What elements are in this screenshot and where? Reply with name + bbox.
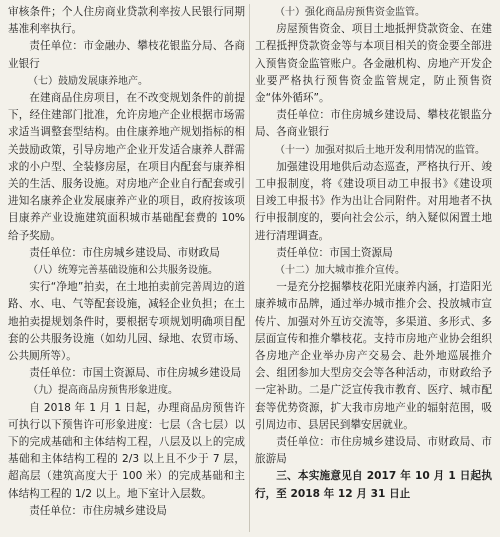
paragraph-continuation: 审核条件；个人住房商业贷款利率按人民银行同期基准利率执行。 bbox=[8, 6, 245, 36]
column-divider bbox=[249, 4, 250, 532]
left-column bbox=[8, 4, 245, 520]
responsible-units: 责任单位：市金融办、攀枝花银监分局、各商业银行 bbox=[8, 40, 245, 70]
section-heading-7: （七）鼓励发展康养地产。 bbox=[28, 75, 148, 87]
responsible-units: 责任单位：市住房城乡建设局、攀枝花银监分局、各商业银行 bbox=[255, 109, 492, 139]
body-paragraph: 房屋预售资金、项目土地抵押贷款资金、在建工程抵押贷款资金等与本项目相关的资金要全部进入预售资金监管账户。各金融机构、房地产开发企业要严格执行预售资金监管规定，防止预售资金“体外循环”。 bbox=[255, 23, 492, 105]
responsible-units: 责任单位：市国土资源局 bbox=[276, 246, 393, 259]
body-paragraph: 一是充分挖掘攀枝花阳光康养内涵，打造阳光康养城市品牌，通过举办城市推介会、投放城市宣传片、加强对外互访交流等，多渠道、多形式、多层面宣传和推介攀枝花。支持市房地产业协会组织各房地产企业举办房产交易会、赴外地巡展推介会、组团参加大型房交会等各种活动，市财政给予一定补助。二是广泛宣传我市教育、医疗、城市配套等优势资源，扩大我市房地产业的辐射范围，吸引周边市、县居民到攀安居就业。 bbox=[255, 281, 492, 431]
responsible-units: 责任单位：市住房城乡建设局、市财政局 bbox=[29, 246, 220, 259]
section-heading-11: （十一）加强对拟后土地开发利用情况的监管。 bbox=[275, 144, 485, 156]
body-paragraph: 实行“净地”拍卖，在土地拍卖前完善周边的道路、水、电、气等配套设施，减轻企业负担；在土地拍卖提规划条件时，要根据专项规划明确项目配套的公共服务设施（如幼儿园、绿地、农贸市场、公共厕所等）。 bbox=[8, 281, 245, 363]
section-heading-12: （十二）加大城市推介宣传。 bbox=[275, 265, 405, 277]
body-paragraph: 加强建设用地供后动态巡查，严格执行开、竣工申报制度，将《建设项目动工申报书》《建设项目竣工申报书》作为出让合同附件。对用地者不执行申报制度的，要向社会公示，纳入疑似闲置土地进行清理调查。 bbox=[255, 160, 492, 242]
responsible-units: 责任单位：市住房城乡建设局 bbox=[29, 504, 167, 517]
section-heading-8: （八）统筹完善基础设施和公共服务设施。 bbox=[28, 265, 218, 277]
body-paragraph: 自 2018 年 1 月 1 日起，办理商品房预售许可执行以下预售许可形象进度：七层（含七层）以下的完成基础和主体结构工程，八层及以上的完成基础和主体结构工程的 2/3 以上且不少于 7 层，超高层（建筑高度大于 100 米）的完成基础和主体结构工程的 1/2 以上。地下室计入层数。 bbox=[8, 401, 245, 500]
body-paragraph: 在建商品住房项目，在不改变规划条件的前提下，经住建部门批准，允许房地产企业根据市场需求适当调整套型结构。由住康养地产规划指标的相关鼓励政策，引导房地产企业开发适合康养人群需求的小户型、全装修房屋，在项目内配套与康养相关的生活、服务设施。对房地产企业自行配套或引进知名康养企业发展康养产业的项目，政府按该项目康养产业设施建筑面积城市基础配套费的 10%给予奖励。 bbox=[8, 92, 245, 242]
section-heading-10: （十）强化商品房预售资金监管。 bbox=[275, 7, 425, 18]
effective-date-clause: 三、本实施意见自 2017 年 10 月 1 日起执行，至 2018 年 12 月 31 日止 bbox=[255, 470, 492, 500]
responsible-units: 责任单位：市国土资源局、市住房城乡建设局 bbox=[29, 367, 242, 380]
responsible-units: 责任单位：市住房城乡建设局、市财政局、市旅游局 bbox=[255, 436, 492, 466]
section-heading-9: （九）提高商品房预售形象进度。 bbox=[28, 385, 178, 397]
right-column bbox=[255, 4, 492, 503]
